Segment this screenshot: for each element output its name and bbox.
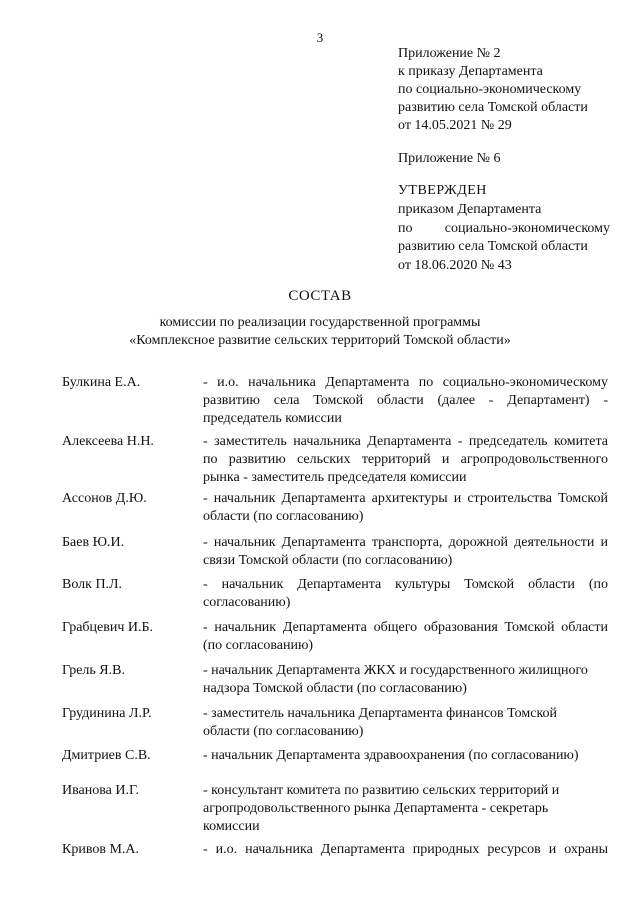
member-role: [203, 534, 608, 570]
member-role-line: области (по согласованию): [203, 509, 364, 524]
member-name: Булкина Е.А.: [62, 375, 141, 390]
approved-line: от 18.06.2020 № 43: [398, 257, 512, 273]
approved-line: по социально-экономическому: [398, 220, 610, 236]
page-number: 3: [316, 30, 324, 45]
member-name: Кривов М.А.: [62, 842, 140, 857]
member-role-line: (по согласованию): [203, 638, 314, 653]
document-title: СОСТАВ: [288, 288, 352, 304]
member-role-line: развитию села Томской области (далее - Департамент) -: [203, 393, 608, 408]
member-role-line: - начальник Департамента общего образования Томской области: [203, 620, 608, 635]
appendix-2-line: развитию села Томской области: [398, 100, 588, 115]
appendix-2-line: Приложение № 2: [398, 46, 501, 61]
member-role-line: председатель комиссии: [203, 411, 342, 426]
document-subtitle-line: «Комплексное развитие сельских территорий Томской области»: [129, 333, 511, 348]
member-name: Алексеева Н.Н.: [62, 434, 154, 449]
approved-title: УТВЕРЖДЕН: [398, 183, 487, 198]
member-role: [203, 374, 608, 428]
member-name: Иванова И.Г.: [62, 783, 140, 798]
document-subtitle: [0, 314, 640, 350]
member-role: [203, 662, 608, 698]
member-role-line: рынка - заместитель председателя комиссии: [203, 470, 467, 485]
appendix-2-block: [398, 45, 588, 135]
member-role: [203, 619, 608, 655]
member-name: Баев Ю.И.: [62, 535, 125, 550]
member-role-line: - консультант комитета по развитию сельских территорий и: [203, 783, 560, 798]
appendix-2-line: по социально-экономическому: [398, 82, 582, 97]
member-role-line: области (по согласованию): [203, 724, 364, 739]
member-role-line: - начальник Департамента ЖКХ и государственного жилищного: [203, 663, 588, 678]
member-role-line: комиссии: [203, 819, 260, 834]
member-role-line: - заместитель начальника Департамента - председатель комитета: [203, 434, 608, 449]
member-name: Ассонов Д.Ю.: [62, 491, 147, 506]
member-role-line: связи Томской области (по согласованию): [203, 553, 453, 568]
approved-block: [398, 201, 610, 275]
member-role: [203, 490, 608, 526]
member-role-line: - начальник Департамента здравоохранения (по согласованию): [203, 748, 579, 763]
member-role-line: - начальник Департамента культуры Томской области (по: [203, 577, 608, 592]
member-name: Дмитриев С.В.: [62, 748, 151, 763]
appendix-6-label: Приложение № 6: [398, 151, 501, 166]
document-subtitle-line: комиссии по реализации государственной программы: [159, 315, 481, 330]
member-role-line: надзора Томской области (по согласованию): [203, 681, 467, 696]
appendix-2-line: к приказу Департамента: [398, 64, 543, 79]
member-role: [203, 705, 608, 741]
member-role-line: по развитию сельских территорий и агропродовольственного: [203, 452, 608, 467]
member-role-line: - начальник Департамента архитектуры и строительства Томской: [203, 491, 608, 506]
member-role: [203, 841, 608, 859]
approved-line: приказом Департамента: [398, 202, 542, 217]
member-name: Грель Я.В.: [62, 663, 125, 678]
member-name: Волк П.Л.: [62, 577, 123, 592]
member-role: [203, 433, 608, 487]
member-role: [203, 576, 608, 612]
approved-line: развитию села Томской области: [398, 239, 588, 254]
member-role-line: - начальник Департамента транспорта, дорожной деятельности и: [203, 535, 608, 550]
member-role: [203, 747, 608, 765]
member-role-line: - и.о. начальника Департамента по социально-экономическому: [203, 375, 608, 390]
member-role-line: - и.о. начальника Департамента природных ресурсов и охраны: [203, 842, 608, 857]
member-role: [203, 782, 608, 836]
member-role-line: согласованию): [203, 595, 291, 610]
member-role-line: - заместитель начальника Департамента финансов Томской: [203, 706, 558, 721]
appendix-2-line: от 14.05.2021 № 29: [398, 118, 512, 133]
member-name: Грудинина Л.Р.: [62, 706, 152, 721]
member-role-line: агропродовольственного рынка Департамента - секретарь: [203, 801, 549, 816]
member-name: Грабцевич И.Б.: [62, 620, 154, 635]
